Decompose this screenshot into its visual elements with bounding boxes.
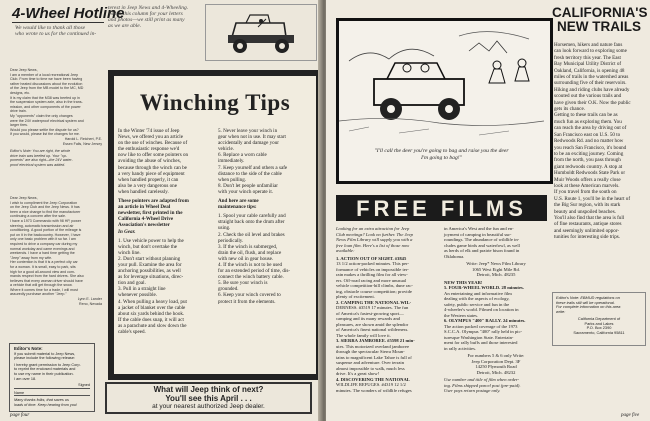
winch-line: California 4-Wheel Drive (118, 216, 174, 223)
films-line: User pays return postage only. (444, 388, 501, 393)
winch-line: Association's newsletter (118, 222, 170, 229)
winch-line: an article in Wheel Deal (118, 204, 171, 211)
letter-line: Would you please settle the dispute for us? (10, 127, 79, 132)
body-line: U.S. Route 1, you'll be in the heart of (554, 195, 631, 202)
films-line: rain makes a thrilling film for all view- (336, 272, 408, 277)
note-address: Parks and Lakes (584, 320, 614, 326)
body-line: tunities for interesting side trips. (554, 234, 621, 241)
body-line: Bay Municipal Utility District of (554, 61, 622, 68)
body-line: from the north, you pass through (554, 157, 621, 164)
letter-line: I am a member of a local recreational Jeep (10, 72, 79, 77)
films-line: pleasures, are shown amid the splendor (336, 321, 409, 327)
letter-line: Club. From time to time we have been having (10, 77, 83, 82)
films-address: 1065 West Eight Mile Rd. (472, 266, 520, 272)
jeep-intro-1: terest in Jeep News and 4-Wheeling. (108, 5, 189, 11)
letter-location: Reno, Nevada (79, 301, 102, 306)
letter-signature: Harold L. Reichert, P.E. (64, 136, 102, 141)
winch-line: accidentally and damage your (218, 140, 279, 147)
form-note: Many thanks folks, that saves us (14, 398, 69, 403)
winch-line: drain the oil, flush, and replace (218, 249, 282, 256)
letter-line: It is my claim that the M38 was beefed up in (10, 95, 80, 100)
form-line: please include the following release: (14, 356, 76, 361)
films-line: ing. Films shipped parcel post (pre-paid). (444, 382, 521, 388)
films-address: Detroit, Mich. 48235 (476, 272, 516, 277)
body-line: the Big Sur region, with its stark (554, 202, 621, 209)
note-line: these trails still will be operational. (556, 299, 615, 305)
form-line: to reprint the enclosed materials and (14, 367, 76, 372)
winch-line: as a parachute and slow down the (118, 322, 187, 329)
letter-line: designs, etc. (10, 90, 31, 95)
letter-line: mands respect from the hard drivers. She also (10, 274, 84, 279)
letter-lander (10, 196, 102, 306)
winch-line: cable's speed. (118, 329, 146, 335)
letter-line: normal workday and came evenings and (10, 246, 75, 251)
letter-line: I have a 1973 Commando with 98 HP, power (10, 218, 82, 223)
films-col-1 (336, 226, 439, 393)
films-line: 3. SIERRA JAMBOREE. #5598 21 min- (336, 338, 415, 343)
form-line: I hereby grant permission to Jeep Corp. (14, 362, 81, 367)
page-four (0, 0, 322, 421)
free-films-banner (336, 195, 547, 221)
films-line: Use number and title of film when order- (444, 377, 520, 382)
winch-line: 7. Keep yourself and others a safe (218, 164, 288, 171)
body-line: Hiking and riding clubs have already (554, 86, 630, 93)
letter-line: of the Jeep from the MB model to the MC, MD (10, 86, 84, 91)
winch-line: anchoring possibilities, as well (118, 268, 181, 275)
films-line: 4. DISCOVERING THE NATIONAL (336, 376, 410, 382)
letter-line: been a nice change to find the manufacturer (10, 209, 81, 214)
films-line: joyment of camping in beautiful sur- (444, 231, 512, 237)
letter-location: Essex Falls, New Jersey (62, 141, 102, 146)
winch-line: with new oil in gear house. (218, 255, 274, 262)
letter-line: steering, automatic transmission and air (10, 223, 74, 228)
release-form (9, 343, 95, 412)
letter-line: the suspension system axle, also in the trans- (10, 100, 83, 105)
free-films-title: FREE FILMS (356, 196, 527, 221)
films-col-2 (444, 226, 548, 394)
ad-line-2: You'll see this April . . . (165, 394, 252, 403)
editor-note: drive train was beefed up. Your "op- (10, 153, 67, 158)
winch-line: 3. Pull in a straight line (118, 286, 166, 293)
films-line: formance of vehicles on impossible ter- (336, 266, 409, 272)
films-line: in America's West and the fun and en- (444, 226, 514, 231)
ad-line-3: at your nearest authorized Jeep dealer. (152, 403, 265, 410)
films-line: DERNESS. #3519 17 minutes. The fun (336, 305, 409, 310)
winch-line: also be a very dangerous one (118, 182, 177, 189)
body-line: miles of trails in the watershed areas (554, 74, 629, 81)
letter-line: mission, and other components of the power (10, 104, 81, 109)
winch-line: about six yards behind the hook. (118, 310, 185, 317)
letter-line: Dear Jeep News, (10, 68, 38, 72)
winch-line: In Gear. (118, 228, 136, 235)
winch-line: periodically. (218, 237, 244, 244)
winch-line: 2. Don't start without planning (118, 255, 181, 262)
winch-line: as for leverage situations, direc- (118, 274, 184, 281)
winch-line: 3. If the winch is submerged, (218, 243, 278, 250)
winch-line: 8. Don't let people unfamiliar (218, 182, 278, 189)
films-line: roundings. The abundance of wildlife in- (444, 237, 520, 242)
letter-line: conditioning. A good portion of the mileage is (10, 228, 82, 233)
winch-line: avoiding the abuse of winches, (118, 158, 181, 165)
editor-note: proof electrical system was added. (10, 162, 66, 167)
films-line: drive. It's a great show! (336, 371, 380, 376)
winch-line: a jacket of blanket over the cable (118, 304, 186, 311)
films-address: Jeep Corporation Dept. 3F (471, 358, 521, 364)
letter-line: rather heated discussions about the evolution (10, 81, 83, 86)
letter-line: drive train. (10, 109, 27, 114)
body-line: Horsemen, hikers and nature fans (554, 42, 623, 48)
letter-line: for a woman. It is small, easy to park, sits (10, 264, 76, 269)
hunting-cartoon (336, 18, 553, 184)
winch-line: maintenance tips: (218, 204, 257, 211)
films-line: suspense and adventure. Over terrain (336, 360, 404, 365)
title-line: CALIFORNIA'S (552, 5, 648, 20)
letter-line: Her contention is that it is a perfect city car (10, 260, 78, 265)
winch-line: when pulling. (218, 176, 247, 183)
form-name-field: Name (14, 391, 90, 397)
note-address: California Department of (577, 315, 621, 321)
body-line: Redwoods Rd. and no matter how (554, 138, 624, 145)
winch-line: your pull. Examine the area for (118, 261, 182, 268)
body-line: gets its chance. (554, 106, 585, 113)
winch-line: If the cable does snap, it will act (118, 316, 184, 323)
hotline-intro-1: We would like to thank all those (15, 25, 86, 31)
body-line: of fine restaurants, antique stores (554, 221, 622, 228)
title-rule (12, 22, 104, 23)
body-line: and seemingly unlimited oppor- (554, 227, 620, 234)
winch-line: gear when not in use. It may start (218, 134, 286, 141)
body-line: fresh territory this year. The East (554, 54, 621, 61)
letter-reichert (10, 68, 102, 167)
films-line: as herds of elk and prairie bison found in (444, 248, 520, 253)
winch-line: a very handy piece of equipment (118, 170, 185, 177)
editor-note-box (552, 292, 646, 346)
films-line: WILDLIFE REFUGES. #4319 12 1/2 (336, 382, 406, 387)
films-line: turesque Washington State. Entertain- (444, 334, 514, 340)
ad-line-1: What will Jeep think of next? (153, 385, 264, 394)
winch-line: straight back onto the drum after (218, 219, 285, 226)
winch-line: winch, but don't overtake the (118, 243, 178, 250)
winch-line: because through the winch can be (118, 164, 187, 171)
winch-line: 5. Never leave your winch in (218, 128, 278, 134)
winch-line: And here are some (218, 198, 259, 205)
films-line: Club meetings? Look no further. The Jeep (336, 231, 413, 237)
body-line: If you travel from the south on (554, 189, 617, 196)
winch-line: now like to offer some pointers on (118, 152, 189, 159)
letter-line: continuing a concern after the sale. (10, 214, 66, 219)
films-line: 13 1/2 action-packed minutes. This per- (336, 261, 410, 266)
films-line: cludes game birds and waterfowl, as well (444, 242, 520, 248)
films-line: utes. This motorized overland jamboree (336, 343, 410, 349)
letter-line: "Jeep" away from my wife. (10, 255, 53, 260)
winch-line: 1. Use vehicle power to help the (118, 237, 184, 244)
california-trails-body (554, 42, 646, 241)
winch-line: grounded. (218, 286, 239, 293)
california-trails-title (552, 6, 646, 34)
letter-signature: Lynn E. Lander (77, 297, 102, 302)
hotline-intro-2: who wrote to us for the continued in- (15, 31, 97, 37)
body-line: look at these American marvels. (554, 182, 620, 189)
winch-line: vehicle. (218, 146, 234, 153)
jeep-intro-2: Watch this column for your letters (108, 11, 183, 17)
films-line: NEW THIS YEAR! (444, 279, 483, 285)
letter-line: Where it comes time for a trade, I will most (10, 287, 78, 292)
body-line: have given their O.K. Now the public (554, 99, 631, 106)
films-line: Oklahoma. (444, 253, 465, 259)
films-line: 1. ACTION OUT OF SIGHT. #3845 (336, 255, 407, 261)
films-line: The whole family will love it. (336, 332, 391, 338)
films-line: of America's fastest-growing sport— (336, 310, 404, 316)
jeep-illustration (205, 4, 317, 61)
editor-note: Editor's Note: You are right, the whole (10, 149, 71, 154)
films-line: An entertaining and informative film (444, 290, 512, 296)
note-address: Sacramento, California 95811 (573, 329, 625, 335)
films-line: 4-wheeler's world. Filmed on location in (444, 307, 519, 312)
winch-line: These pointers are adapted from (118, 198, 189, 205)
winch-line: tion and goal. (118, 280, 146, 287)
films-line: in rally activities. (444, 345, 477, 351)
body-line: Humboldt Redwoods State Park or (554, 170, 626, 177)
form-line: to use my name in their publication. (14, 371, 74, 376)
films-line: free loan film. Here's a list of those now (336, 242, 410, 248)
letter-line: high for a good all-around view and com- (10, 269, 76, 274)
films-line: News Film Library will supply you with a (336, 237, 413, 242)
note-line: write: (556, 309, 566, 315)
films-line: ers. Off-road racing and more unusual (336, 277, 407, 283)
letter-line: put on it in the backcountry. However, I have (10, 232, 81, 237)
body-line: can reach the area by driving out of (554, 125, 627, 132)
winch-line: 6. Replace a worn cable (218, 152, 267, 159)
body-line: to be an exciting journey. Coming (554, 150, 624, 157)
body-line: Oakland, California, is opening 48 (554, 67, 625, 74)
films-line: plenty of excitement. (336, 294, 375, 299)
form-signed-field: Signed (14, 383, 90, 389)
body-line: Muir Woods offers a really close (554, 176, 621, 183)
winch-line: when handled carelessly. (118, 188, 169, 195)
winch-line: 4. When pulling a heavy load, put (118, 298, 187, 305)
films-address: Detroit, Mich. 48232 (476, 369, 516, 375)
form-line: I am over 18. (14, 376, 37, 381)
letter-line: assuredly purchase another "Jeep." (10, 292, 67, 297)
winch-col-1 (118, 128, 212, 335)
winch-line: on the use of winches. Because of (118, 140, 188, 147)
winch-line: immediately. (218, 158, 245, 165)
films-line: 6. OLYMPUS "400" RALLY. 24 minutes. (444, 318, 526, 323)
page-number-right: page five (621, 413, 640, 418)
winch-line: protect it from the elements. (218, 298, 276, 305)
body-line: You'll also find that the area is full (554, 214, 625, 221)
note-line: For complete information on this area (556, 304, 621, 310)
cartoon-caption-2: I'm going to bag!" (421, 155, 462, 161)
winch-line: connect the winch battery cable. (218, 274, 284, 281)
editor-note: ponents" are also right—the 24V water- (10, 158, 73, 163)
body-line: can look forward to exploring some (554, 48, 627, 55)
title-line: NEW TRAILS (557, 19, 641, 34)
films-line: almost impossible to walk, much less (336, 365, 405, 371)
body-line: scouted out the various trails and (554, 93, 622, 100)
winching-tips-title: Winching Tips (139, 90, 291, 115)
body-line: giant redwoods country. A stop at (554, 163, 623, 170)
letter-line: larger tires. (10, 123, 28, 128)
cartoon-caption-1: "I'll call the deer you're going to bag and raise you the deer (374, 148, 509, 154)
note-line: Editor's Note: EBMUD regulations on (556, 295, 620, 300)
jeep-intro-3: and photos—we still print as many (108, 17, 185, 23)
body-line: much fun as exploring them. You (554, 118, 622, 125)
letter-line: weekends. I have a hard time getting the (10, 251, 75, 256)
letter-line: My "opponents" claim the only changes (10, 113, 73, 118)
films-line: camping and its many rewards and (336, 316, 400, 321)
winch-line: with your winch operate it. (218, 188, 274, 195)
winch-line: newsletter, first printed in the (118, 210, 183, 217)
winch-line: winch line. (118, 249, 141, 256)
winching-tips-box (108, 70, 322, 380)
films-line: the Western states. (444, 312, 479, 318)
films-line: The action packed coverage of the 1973 (444, 323, 518, 329)
body-line: surrounding five of their reservoirs. (554, 80, 627, 87)
note-address: P.O. Box 2390 (586, 325, 612, 331)
winch-line: News, we offered you an article (118, 134, 183, 141)
winch-line: 1. Spool your cable carefully and (218, 213, 286, 220)
body-line: beauty and unspoiled beaches. (554, 208, 616, 215)
form-title: Editor's Note: (14, 346, 43, 351)
winch-line: when handled properly, it can (118, 176, 179, 183)
body-line: you reach San Francisco, it's bound (554, 144, 627, 151)
films-line: dealing with the aspects of ecology, (444, 296, 510, 301)
winch-line: distance to the side of the cable (218, 170, 282, 177)
page-number-left: page four (10, 413, 30, 418)
films-line: S.C.C.A. Olympus "400" rally held in pic- (444, 329, 523, 334)
jeep-ad-box (105, 382, 312, 414)
films-line: available: (336, 248, 355, 253)
form-note: loads of time. Keep hearing from you! (14, 402, 78, 407)
body-line: Getting to these trails can be as (554, 112, 618, 119)
letter-line: If you would, please list the changes for me. (10, 132, 80, 137)
films-address: Write: Jeep* News Film Library (466, 261, 526, 266)
films-line: Looking for an extra attraction for Jeep (336, 226, 410, 231)
films-address: For numbers 5 & 6 only Write: (467, 353, 525, 358)
films-line: minutes. The wonders of wildlife refuges (336, 387, 412, 393)
winch-line: 5. Be sure your winch is (218, 280, 268, 287)
films-address: 14250 Plymouth Road (475, 364, 517, 369)
letter-line: I wish to compliment the Jeep Corporation (10, 200, 78, 205)
winch-line: In the Winter '74 issue of Jeep (118, 128, 180, 134)
films-line: ing, obstacle course competition; provide (336, 288, 412, 294)
hotline-title: 4-Wheel Hotline (12, 5, 125, 22)
winch-line: using. (218, 225, 231, 232)
letter-line: on the Jeep Club and the Jeep News. It has (10, 205, 80, 210)
form-line: If you submit material to Jeep News, (14, 351, 76, 356)
films-line: safety, public service and fun in the (444, 301, 510, 307)
films-line: ment for rally buffs and those interested (444, 340, 518, 345)
winch-col-2 (218, 128, 312, 305)
body-line: San Francisco east on U.S. 50 to (554, 131, 621, 138)
winch-line: the enthusiastic response we'd (118, 146, 180, 153)
films-line: vehicle competition-hill climbs, dune rac- (336, 283, 413, 288)
winch-line: whenever possible. (118, 292, 158, 299)
films-line: tains to magnificent Lake Tahoe is full of (336, 354, 412, 360)
winch-line: 2. Check the oil level and brakes (218, 231, 285, 238)
letter-line: required to drive a company car during my (10, 241, 78, 246)
letter-line: only one basic problem with it so far. I am (10, 237, 76, 242)
winch-line: 4. If the winch is not to be used (218, 261, 283, 268)
winch-line: for an extended period of time, dis- (218, 268, 290, 275)
letter-line: Dear Jeep News, (10, 196, 38, 200)
jeep-intro-4: as we are able. (108, 23, 142, 29)
films-line: 2. CAMPING THE NATIONAL WIL- (336, 299, 412, 305)
films-line: of America's finest national wilderness. (336, 327, 409, 332)
films-line: 5. FOUR-WHEEL WORLD. 28 minutes. (444, 285, 524, 290)
winch-line: 6. Keep your winch covered to (218, 292, 281, 299)
letter-line: were the 24V waterproof electrical system and (10, 118, 84, 123)
letter-line: a vehicle that will get through the snow. (10, 283, 73, 288)
page-five (326, 0, 650, 421)
letter-line: believes that every woman driver should have (10, 278, 83, 283)
films-line: through the spectacular Sierra Moun- (336, 349, 405, 354)
